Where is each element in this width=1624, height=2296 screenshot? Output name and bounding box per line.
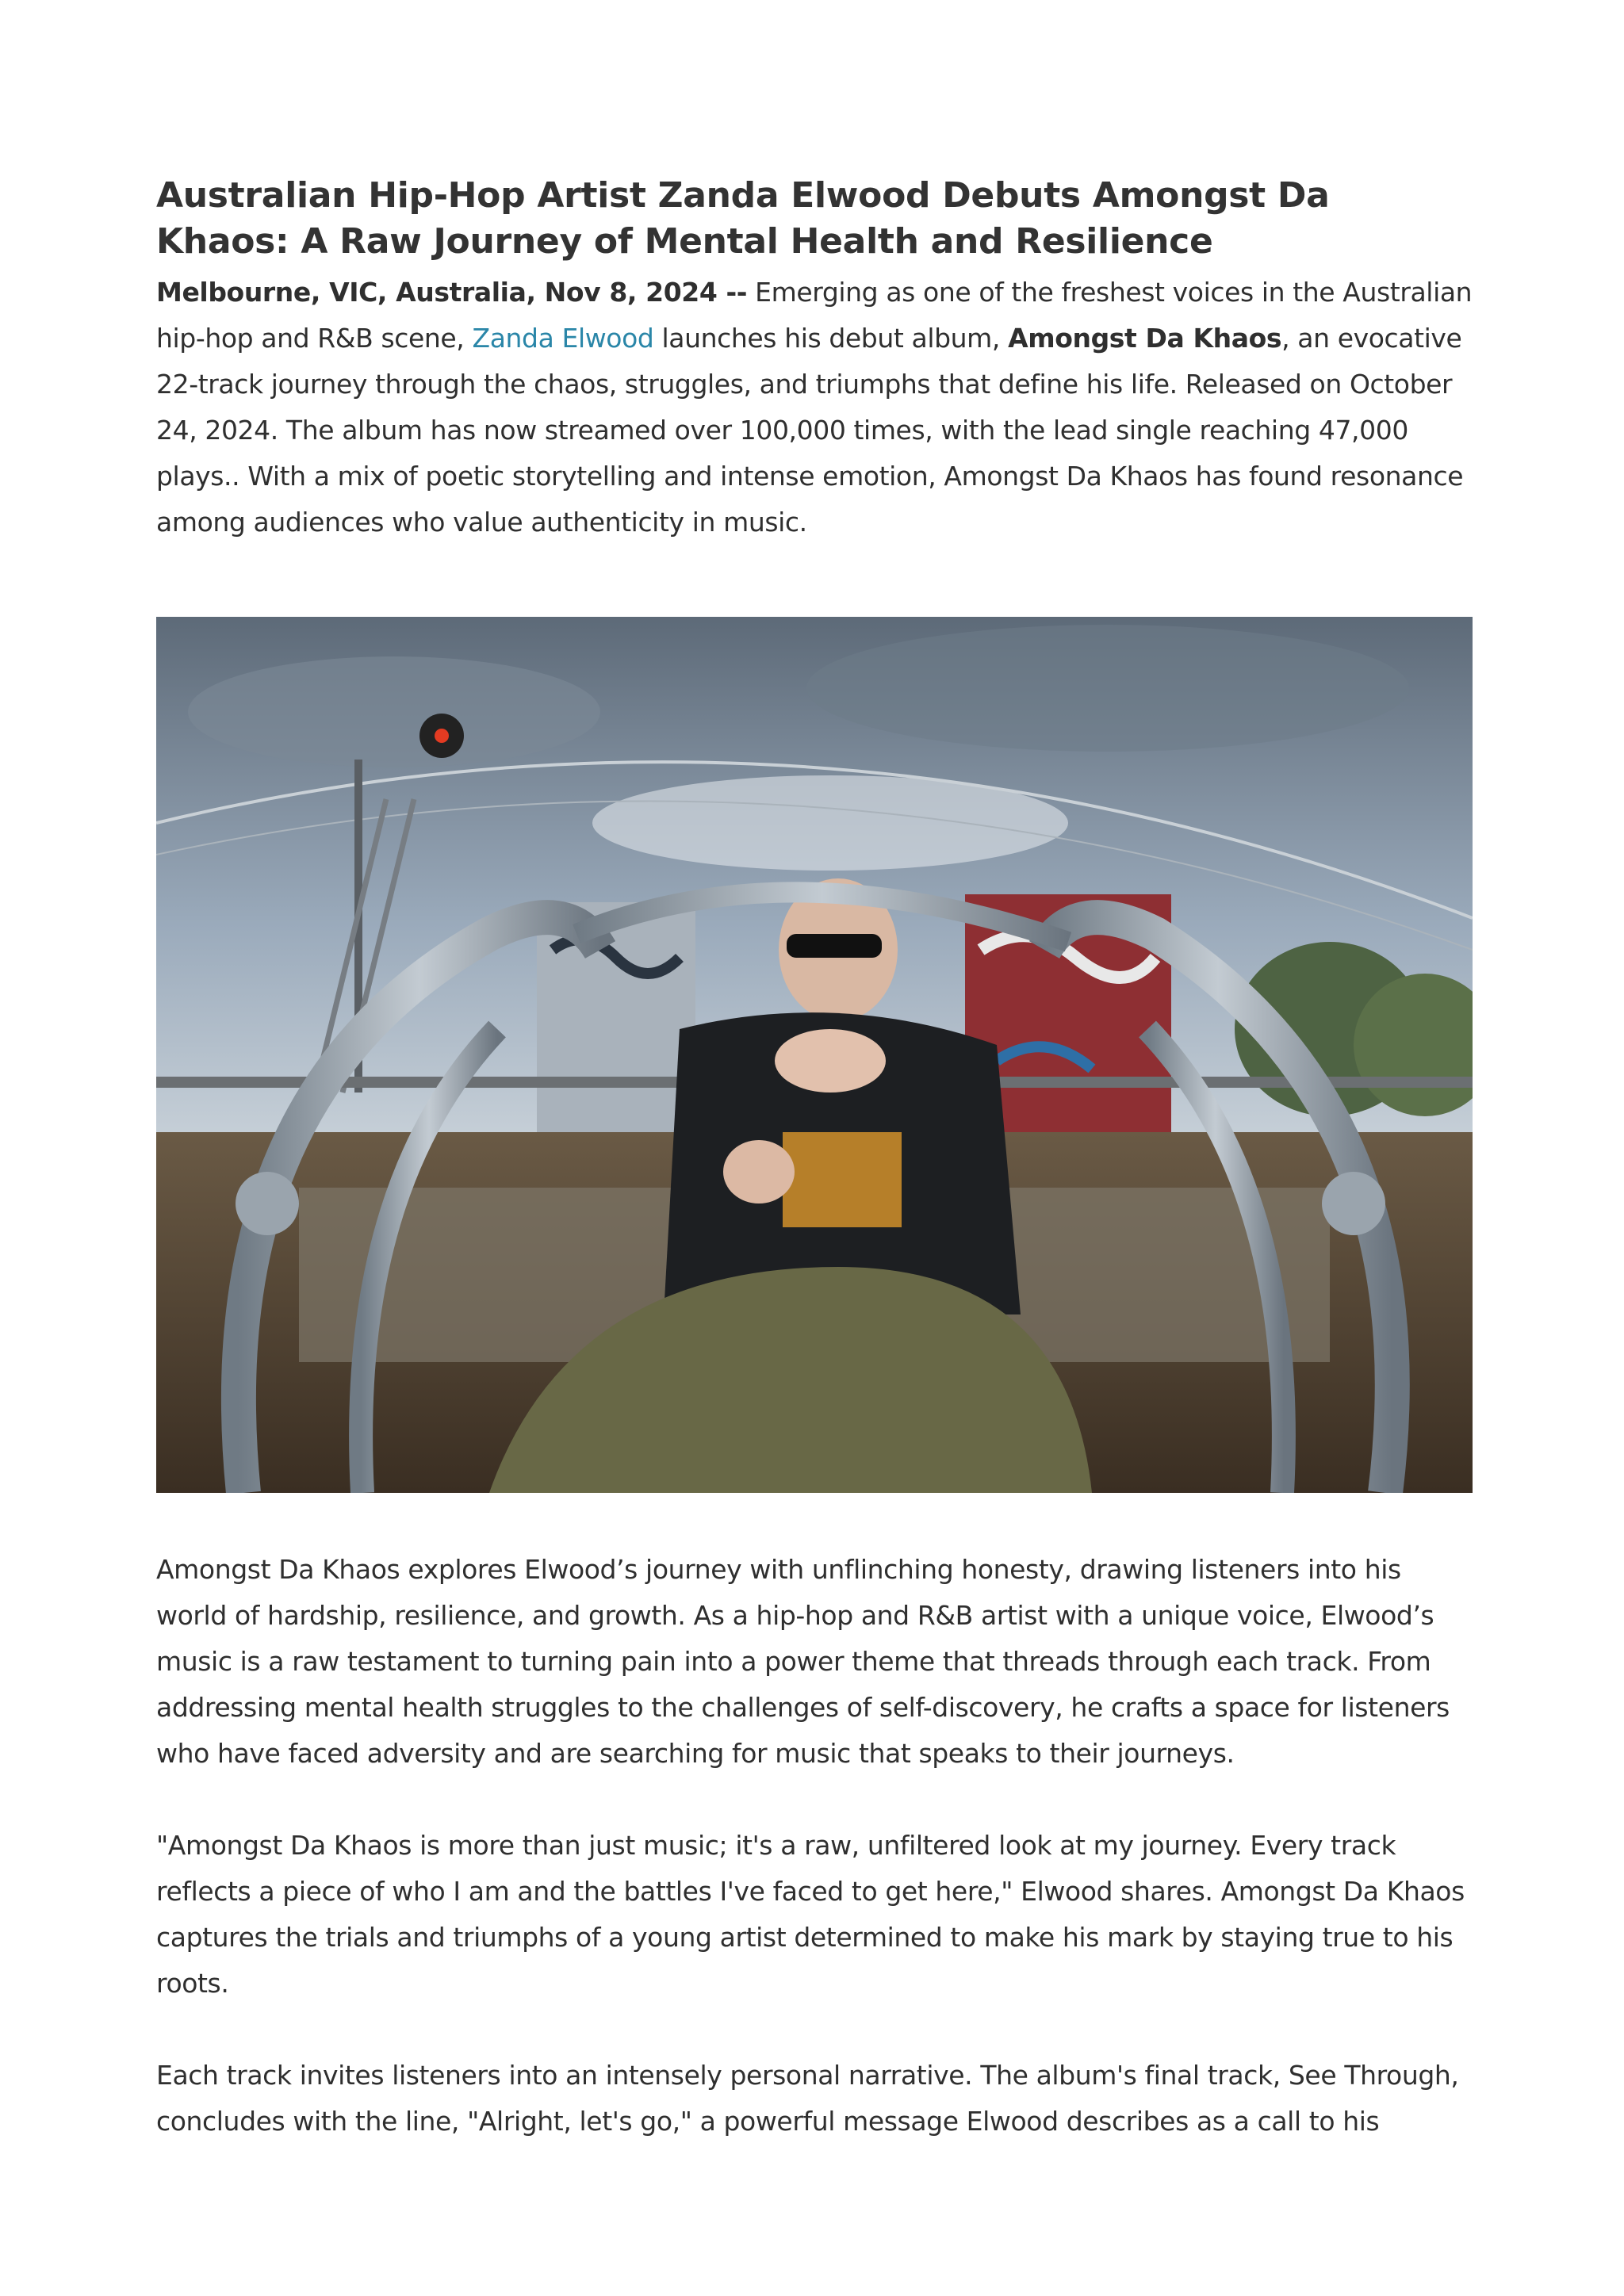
lead-text-2: launches his debut album, xyxy=(653,323,1009,354)
lead-text-3: , an evocative 22-track journey through the chaos, struggles, and triumphs that define his life. Released on October 24, 2024. The album has now streamed over 100,000 times, with the lead single reaching 47,000 plays.. With a mix of poetic storytelling and intense emotion, Amongst Da Khaos has found resonance among audiences who value authenticity in music. xyxy=(156,323,1464,538)
lead-paragraph xyxy=(156,270,1473,545)
paragraph-3: "Amongst Da Khaos is more than just music; it's a raw, unfiltered look at my journey. Every track reflects a piece of who I am and the battles I've faced to get here," Elwood shares. Amongst Da Khaos captures the trials and triumphs of a young artist determined to make his mark by staying true to his roots. xyxy=(156,1830,1465,1999)
article xyxy=(156,173,1473,2145)
artist-link[interactable]: Zanda Elwood xyxy=(472,323,654,354)
paragraph-4: Each track invites listeners into an intensely personal narrative. The album's final track, See Through, concludes with the line, "Alright, let's go," a powerful message Elwood describes as a call to his xyxy=(156,2060,1459,2137)
album-name: Amongst Da Khaos xyxy=(1008,323,1282,354)
article-title: Australian Hip-Hop Artist Zanda Elwood Debuts Amongst Da Khaos: A Raw Journey of Mental Health and Resilience xyxy=(156,175,1330,262)
artist-photo xyxy=(156,617,1473,1493)
lead-text-1: Emerging as one of the freshest voices in the Australian hip-hop and R&B scene, xyxy=(156,277,1473,354)
paragraph-2: Amongst Da Khaos explores Elwood’s journey with unflinching honesty, drawing listeners into his world of hardship, resilience, and growth. As a hip-hop and R&B artist with a unique voice, Elwood’s music is a raw testament to turning pain into a power theme that threads through each track. From addressing mental health struggles to the challenges of self-discovery, he crafts a space for listeners who have faced adversity and are searching for music that speaks to their journeys. xyxy=(156,1554,1450,1769)
dateline: Melbourne, VIC, Australia, Nov 8, 2024 -- xyxy=(156,277,748,308)
artist-photo-illustration xyxy=(156,617,1473,1493)
